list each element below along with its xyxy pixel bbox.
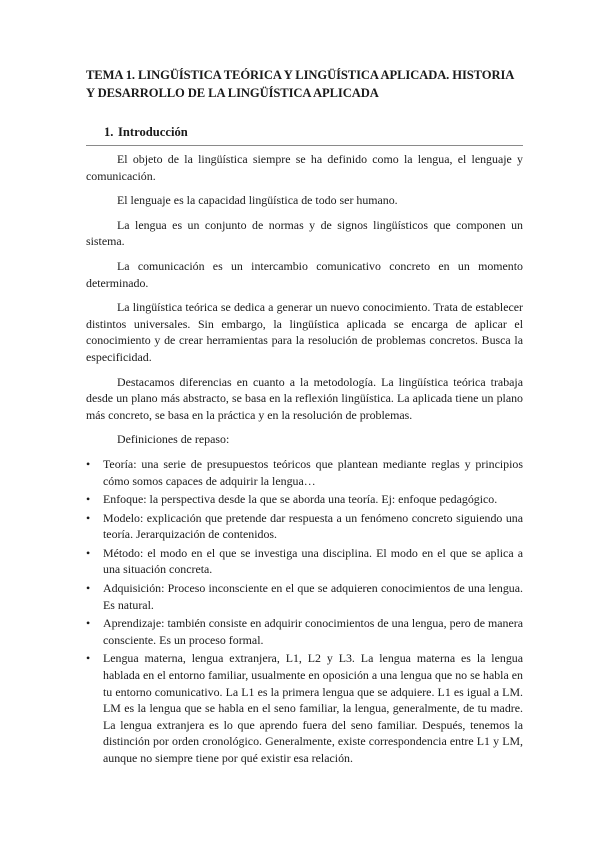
list-item (86, 510, 523, 543)
definition-metodo: Método: el modo en el que se investiga una disciplina. El modo en el que se aplica a una situación concreta. (103, 545, 523, 577)
bullet-icon: • (86, 492, 91, 507)
paragraph-lengua: La lengua es un conjunto de normas y de signos lingüísticos que componen un sistema. (86, 217, 523, 249)
list-item (86, 456, 523, 489)
definition-modelo: Modelo: explicación que pretende dar respuesta a un fenómeno concreto siguiendo una teoría. Jerarquización de contenidos. (103, 510, 523, 542)
list-item (86, 615, 523, 648)
paragraph-definiciones-intro: Definiciones de repaso: (117, 432, 230, 447)
section-number: 1. (104, 125, 114, 139)
definition-teoria: Teoría: una serie de presupuestos teóricos que plantean mediante reglas y principios cómo somos capaces de adquirir la lengua… (103, 456, 523, 488)
paragraph-comunicacion: La comunicación es un intercambio comunicativo concreto en un momento determinado. (86, 258, 523, 290)
paragraph-metodologia: Destacamos diferencias en cuanto a la metodología. La lingüística teórica trabaja desde un plano más abstracto, se basa en la reflexión lingüística. La aplicada tiene un plano más concreto, se basa en la práctica y en la resolución de problemas. (86, 374, 523, 422)
bullet-icon: • (86, 616, 91, 631)
bullet-icon: • (86, 545, 91, 560)
list-item (86, 545, 523, 578)
list-item (86, 580, 523, 613)
section-title: Introducción (118, 125, 188, 139)
paragraph-lenguaje: El lenguaje es la capacidad lingüística de todo ser humano. (117, 193, 398, 208)
definition-enfoque: Enfoque: la perspectiva desde la que se aborda una teoría. Ej: enfoque pedagógico. (103, 492, 498, 507)
paragraph-objeto: El objeto de la lingüística siempre se ha definido como la lengua, el lenguaje y comunicación. (86, 152, 523, 183)
bullet-icon: • (86, 456, 91, 471)
definition-adquisicion: Adquisición: Proceso inconsciente en el que se adquieren conocimientos de una lengua. Es natural. (103, 581, 523, 612)
bullet-icon: • (86, 581, 91, 596)
paragraph-linguistica-teorica: La lingüística teórica se dedica a generar un nuevo conocimiento. Trata de establecer distintos universales. Sin embargo, la lingüística aplicada se encarga de aplicar el conocimiento y de crear herramientas para la resolución de problemas concretos. Busca la especificidad. (86, 300, 523, 364)
document-page (86, 66, 523, 769)
list-item (86, 491, 523, 508)
section-heading (86, 124, 523, 146)
definitions-list (86, 456, 523, 767)
bullet-icon: • (86, 651, 91, 666)
definition-lengua-materna: Lengua materna, lengua extranjera, L1, L2 y L3. La lengua materna es la lengua hablada en el entorno familiar, usualmente en oposición a una lengua que no se habla en tu entorno comunicativo. La L1 es la primera lengua que se adquiere. L1 es igual a LM. LM es la lengua que se habla en el seno familiar, la lengua, generalmente, de tu madre. La lengua extranjera es lo que aprendo fuera del seno familiar. Después, tenemos la distinción por orden cronológico. Generalmente, existe correspondencia entre L1 y LM, aunque no siempre tiene por qué existir esa relación. (103, 651, 523, 765)
bullet-icon: • (86, 510, 91, 525)
document-title: TEMA 1. LINGÜÍSTICA TEÓRICA Y LINGÜÍSTICA APLICADA. HISTORIA Y DESARROLLO DE LA LINGÜÍSTICA APLICADA (86, 68, 514, 100)
list-item (86, 650, 523, 766)
definition-aprendizaje: Aprendizaje: también consiste en adquirir conocimientos de una lengua, pero de manera consciente. Es un proceso formal. (103, 616, 523, 647)
